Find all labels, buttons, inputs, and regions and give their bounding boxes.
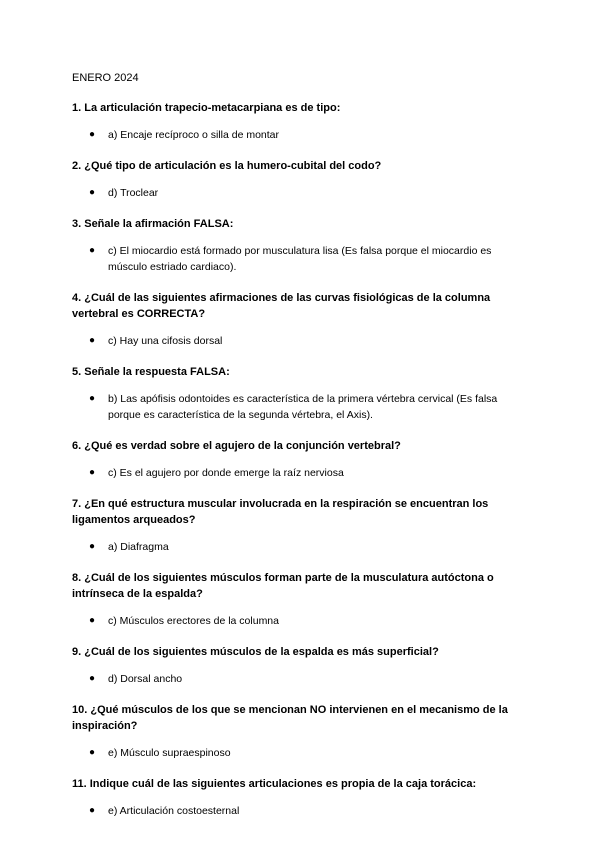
answer-item (72, 391, 528, 423)
question-5 (72, 364, 528, 423)
answer-item (72, 243, 528, 275)
answer-list (72, 333, 528, 349)
question-2 (72, 158, 528, 201)
answer-item (72, 803, 528, 819)
answer-list (72, 243, 528, 275)
question-text: 1. La articulación trapecio-metacarpiana es de tipo: (72, 102, 341, 114)
answer-text: b) Las apófisis odontoides es característica de la primera vértebra cervical (Es falsa porque es característica de la segunda vértebra, el Axis). (108, 393, 498, 421)
bullet-icon: ● (89, 467, 96, 478)
question-text: 11. Indique cuál de las siguientes articulaciones es propia de la caja torácica: (72, 778, 477, 790)
question-text: 4. ¿Cuál de las siguientes afirmaciones de las curvas fisiológicas de la columna vertebral es CORRECTA? (72, 292, 491, 320)
answer-text: e) Articulación costoesternal (108, 805, 240, 817)
answer-item (72, 539, 528, 555)
answer-list (72, 465, 528, 481)
question-text: 2. ¿Qué tipo de articulación es la humero-cubital del codo? (72, 160, 382, 172)
answer-list (72, 671, 528, 687)
question-text: 7. ¿En qué estructura muscular involucrada en la respiración se encuentran los ligamentos arqueados? (72, 498, 489, 526)
answer-list (72, 613, 528, 629)
question-text: 8. ¿Cuál de los siguientes músculos forman parte de la musculatura autóctona o intrínseca de la espalda? (72, 572, 494, 600)
question-text: 5. Señale la respuesta FALSA: (72, 366, 230, 378)
bullet-icon: ● (89, 335, 96, 346)
question-9 (72, 644, 528, 687)
question-6 (72, 438, 528, 481)
answer-list (72, 745, 528, 761)
answer-item (72, 333, 528, 349)
question-3 (72, 216, 528, 275)
bullet-icon: ● (89, 187, 96, 198)
answer-item (72, 671, 528, 687)
answer-text: a) Diafragma (108, 541, 169, 553)
question-text: 10. ¿Qué músculos de los que se mencionan NO intervienen en el mecanismo de la inspiración? (72, 704, 508, 732)
answer-list (72, 185, 528, 201)
answer-item (72, 185, 528, 201)
answer-text: c) Músculos erectores de la columna (108, 615, 279, 627)
question-4 (72, 290, 528, 349)
question-8 (72, 570, 528, 629)
question-text: 9. ¿Cuál de los siguientes músculos de la espalda es más superficial? (72, 646, 439, 658)
answer-text: d) Dorsal ancho (108, 673, 183, 685)
answer-text: c) El miocardio está formado por musculatura lisa (Es falsa porque el miocardio es músculo estriado cardiaco). (108, 245, 492, 273)
bullet-icon: ● (89, 805, 96, 816)
answer-text: a) Encaje recíproco o silla de montar (108, 129, 279, 141)
answer-item (72, 745, 528, 761)
answer-text: c) Es el agujero por donde emerge la raíz nerviosa (108, 467, 344, 479)
answer-list (72, 127, 528, 143)
answer-list (72, 803, 528, 819)
question-7 (72, 496, 528, 555)
question-10 (72, 702, 528, 761)
bullet-icon: ● (89, 747, 96, 758)
question-text: 3. Señale la afirmación FALSA: (72, 218, 234, 230)
bullet-icon: ● (89, 673, 96, 684)
answer-item (72, 465, 528, 481)
document-title: ENERO 2024 (72, 72, 139, 84)
bullet-icon: ● (89, 245, 96, 256)
answer-item (72, 613, 528, 629)
bullet-icon: ● (89, 129, 96, 140)
bullet-icon: ● (89, 541, 96, 552)
answer-text: e) Músculo supraespinoso (108, 747, 231, 759)
answer-text: d) Troclear (108, 187, 159, 199)
question-1 (72, 100, 528, 143)
answer-text: c) Hay una cifosis dorsal (108, 335, 223, 347)
answer-list (72, 391, 528, 423)
bullet-icon: ● (89, 393, 96, 404)
question-text: 6. ¿Qué es verdad sobre el agujero de la conjunción vertebral? (72, 440, 401, 452)
question-11 (72, 776, 528, 819)
answer-item (72, 127, 528, 143)
bullet-icon: ● (89, 615, 96, 626)
answer-list (72, 539, 528, 555)
